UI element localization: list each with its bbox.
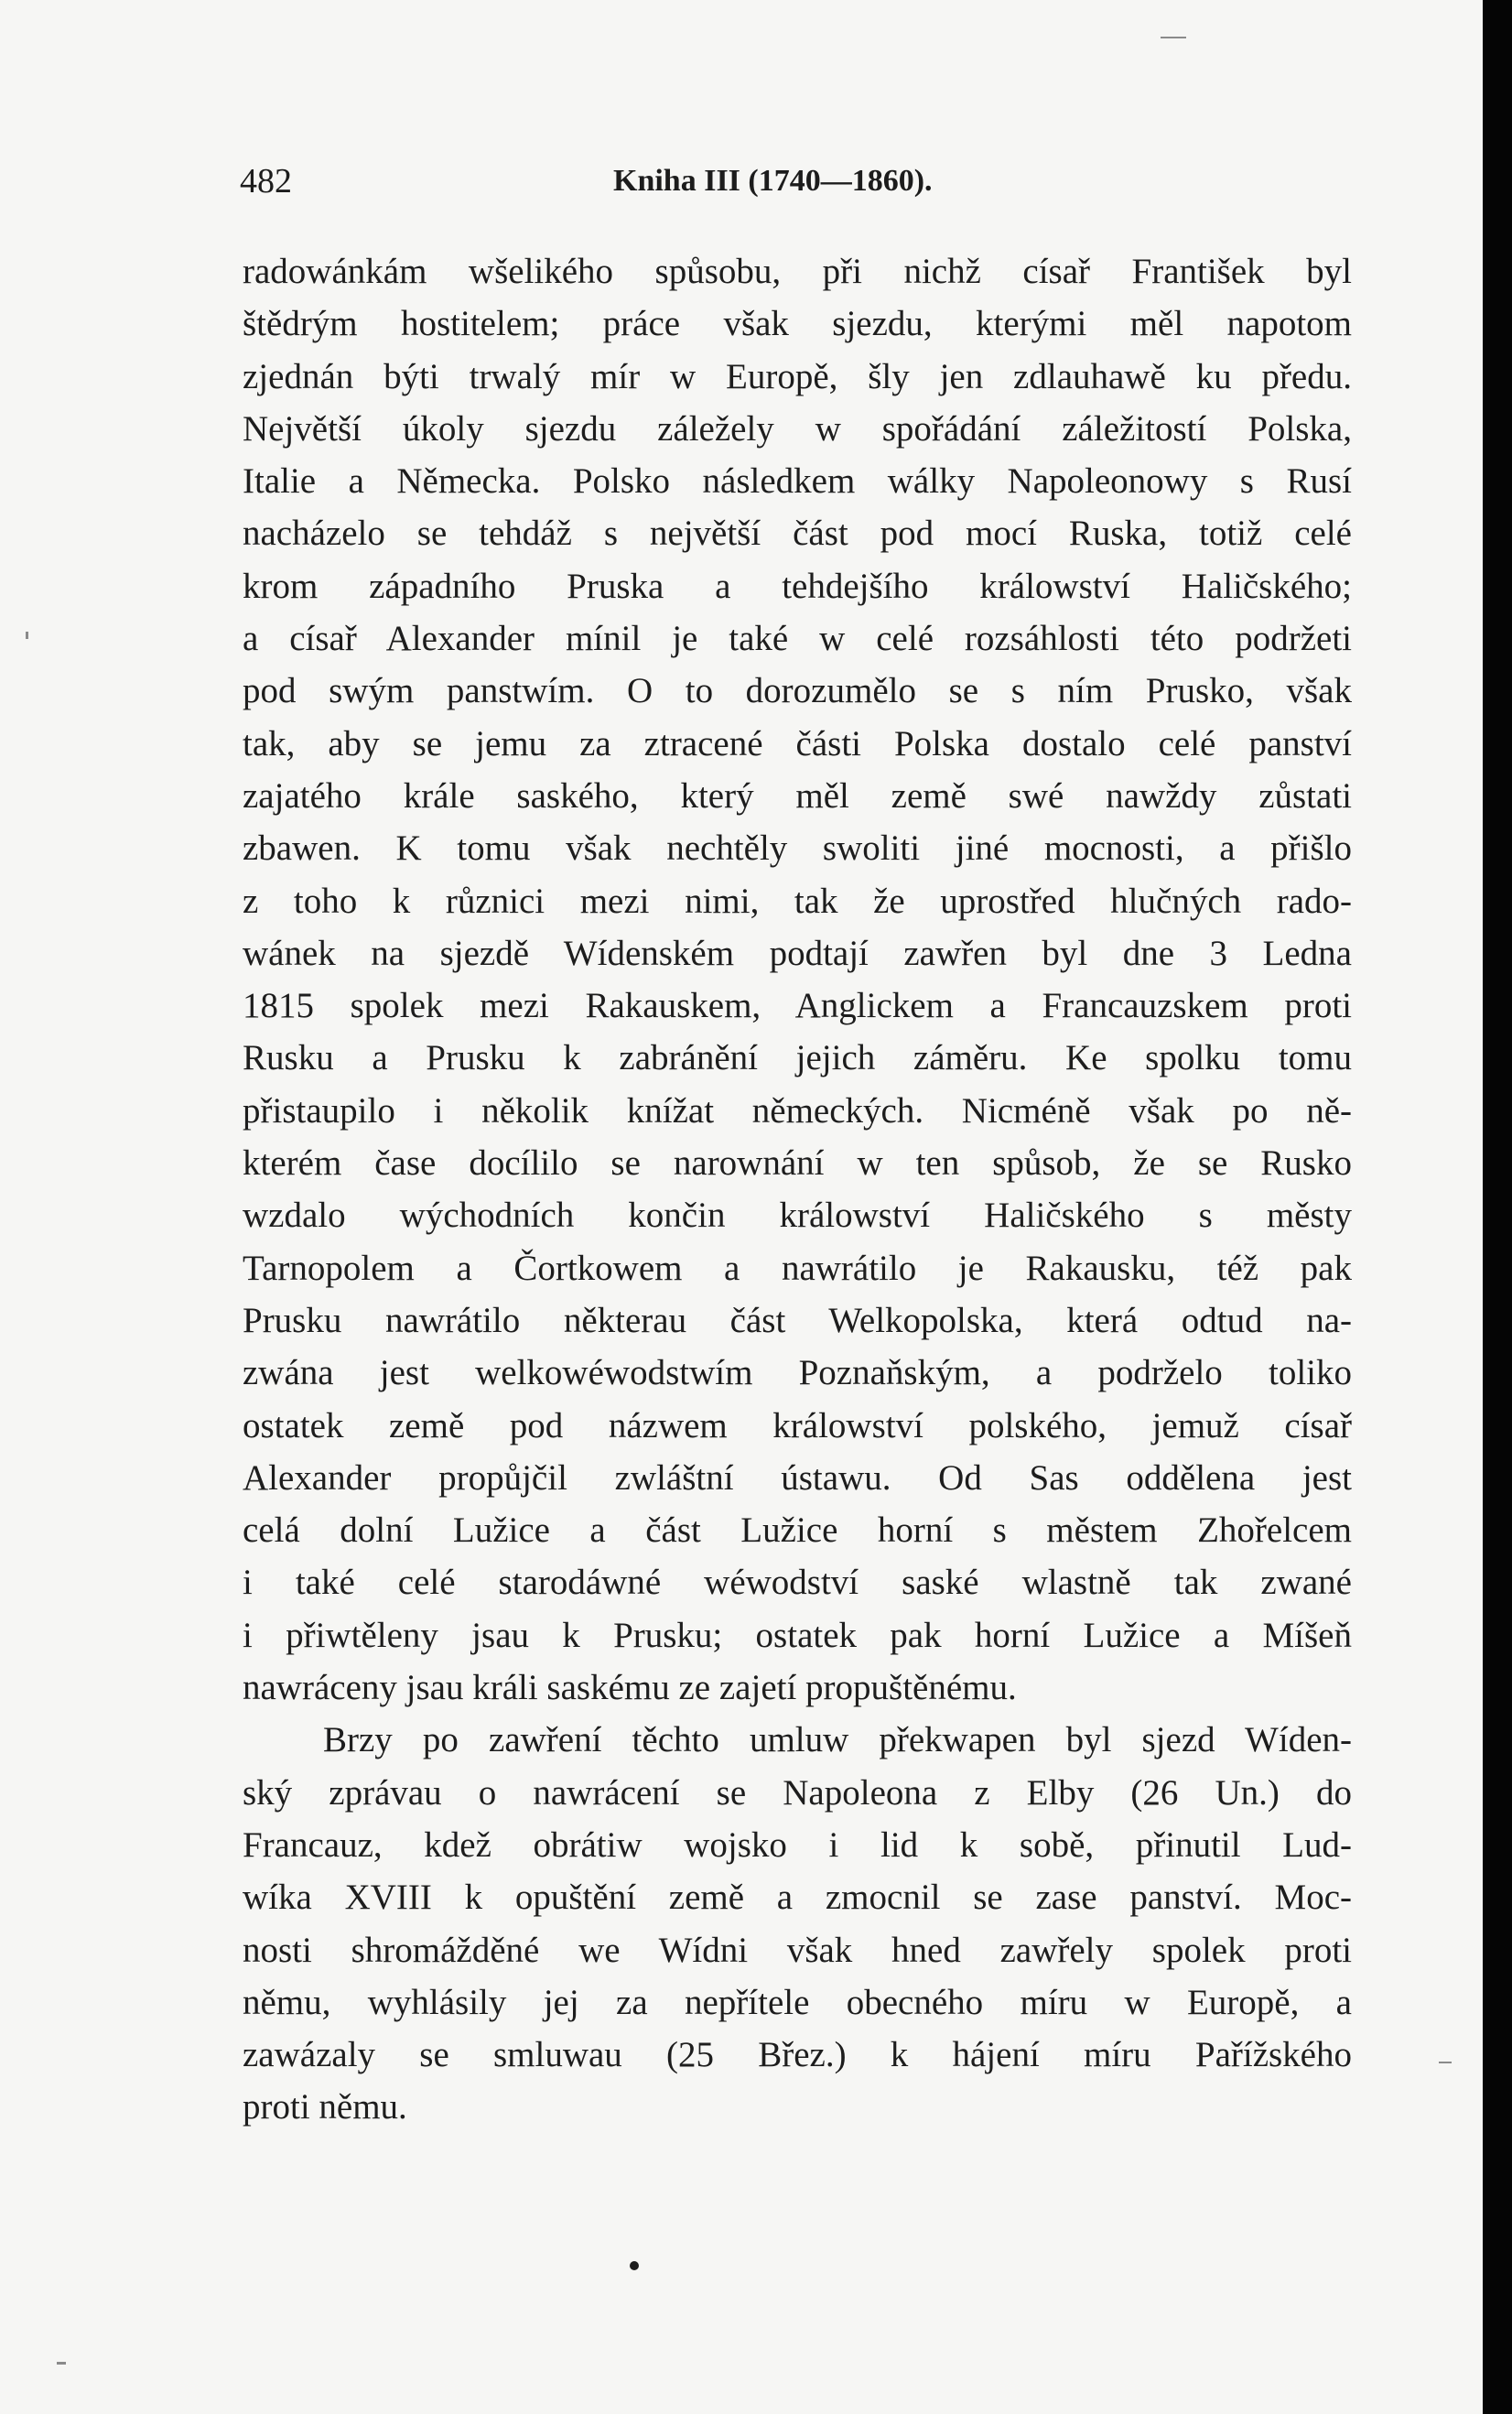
text-line: krom západního Pruska a tehdejšího králowství Haličského; <box>243 566 1352 606</box>
text-line: Francauz, kdež obrátiw wojsko i lid k sobě, přinutil Lud- <box>243 1824 1352 1865</box>
text-line: z toho k různici mezi nimi, tak že uprostřed hlučných rado- <box>243 881 1352 921</box>
scan-speck <box>57 2362 66 2365</box>
scan-speck <box>1439 2062 1452 2063</box>
scan-edge <box>1483 0 1512 2414</box>
text-line: celá dolní Lužice a část Lužice horní s městem Zhořelcem <box>243 1510 1352 1551</box>
text-line: pod swým panstwím. O to dorozumělo se s ním Prusko, však <box>243 671 1352 711</box>
text-line: 1815 spolek mezi Rakauskem, Anglickem a Francauzskem proti <box>243 986 1352 1026</box>
text-line: kterém čase docílilo se narownání w ten spůsob, že se Rusko <box>243 1143 1352 1184</box>
text-line: a císař Alexander mínil je také w celé rozsáhlosti této podržeti <box>243 619 1352 659</box>
text-line: zajatého krále saského, který měl země swé nawždy zůstati <box>243 775 1352 816</box>
text-line: přistaupilo i několik knížat německých. Nicméně však po ně- <box>243 1090 1352 1131</box>
scan-speck <box>26 632 28 639</box>
text-line: proti němu. <box>243 2087 407 2127</box>
text-line: zawázaly se smluwau (25 Břez.) k hájení míru Pařížského <box>243 2035 1352 2075</box>
text-line: zwána jest welkowéwodstwím Poznaňským, a podrželo toliko <box>243 1353 1352 1393</box>
text-line: Tarnopolem a Čortkowem a nawrátilo je Rakausku, též pak <box>243 1248 1352 1288</box>
text-line: wzdalo wýchodních končin králowství Haličského s městy <box>243 1196 1352 1236</box>
body-text <box>243 245 1352 2134</box>
text-line: ský zprávau o nawrácení se Napoleona z Elby (26 Un.) do <box>243 1772 1352 1813</box>
text-line: štědrým hostitelem; práce však sjezdu, kterými měl napotom <box>243 304 1352 344</box>
text-line: němu, wyhlásily jej za nepřítele obecného míru w Europě, a <box>243 1982 1352 2022</box>
text-line: Alexander propůjčil zwláštní ústawu. Od Sas oddělena jest <box>243 1457 1352 1498</box>
text-line: Rusku a Prusku k zabránění jejich záměru. Ke spolku tomu <box>243 1038 1352 1078</box>
text-line: Největší úkoly sjezdu záležely w spořádání záležitostí Polska, <box>243 408 1352 449</box>
text-line: Brzy po zawření těchto umluw překwapen byl sjezd Wíden- <box>323 1720 1352 1760</box>
text-line: wíka XVIII k opuštění země a zmocnil se zase panství. Moc- <box>243 1878 1352 1918</box>
page-number: 482 <box>240 162 292 200</box>
paragraph-2 <box>243 1714 1352 2133</box>
text-line: i přiwtěleny jsau k Prusku; ostatek pak horní Lužice a Míšeň <box>243 1615 1352 1655</box>
page-header <box>240 154 1352 209</box>
text-line: Prusku nawrátilo některau část Welkopolska, která odtud na- <box>243 1300 1352 1340</box>
paragraph-1 <box>243 245 1352 1714</box>
text-line: Italie a Německa. Polsko následkem wálky Napoleonowy s Rusí <box>243 461 1352 502</box>
text-line: nawráceny jsau králi saskému ze zajetí propuštěnému. <box>243 1668 1017 1708</box>
text-line: tak, aby se jemu za ztracené části Polska dostalo celé panství <box>243 723 1352 763</box>
text-line: ostatek země pod názwem králowství polského, jemuž císař <box>243 1405 1352 1445</box>
text-line: zjednán býti trwalý mír w Europě, šly jen zdlauhawě ku předu. <box>243 356 1352 396</box>
bullet-mark <box>630 2261 639 2270</box>
running-title: Kniha III (1740—1860). <box>613 164 933 198</box>
text-line: nacházelo se tehdáž s největší část pod mocí Ruska, totiž celé <box>243 514 1352 554</box>
scan-speck <box>1161 37 1186 38</box>
text-line: nosti shromážděné we Wídni však hned zawřely spolek proti <box>243 1930 1352 1970</box>
text-line: zbawen. K tomu však nechtěly swoliti jiné mocnosti, a přišlo <box>243 828 1352 869</box>
text-line: wánek na sjezdě Wídenském podtají zawřen byl dne 3 Ledna <box>243 933 1352 973</box>
text-line: i také celé starodáwné wéwodství saské wlastně tak zwané <box>243 1563 1352 1603</box>
text-line: radowánkám wšelikého spůsobu, při nichž císař František byl <box>243 252 1352 291</box>
